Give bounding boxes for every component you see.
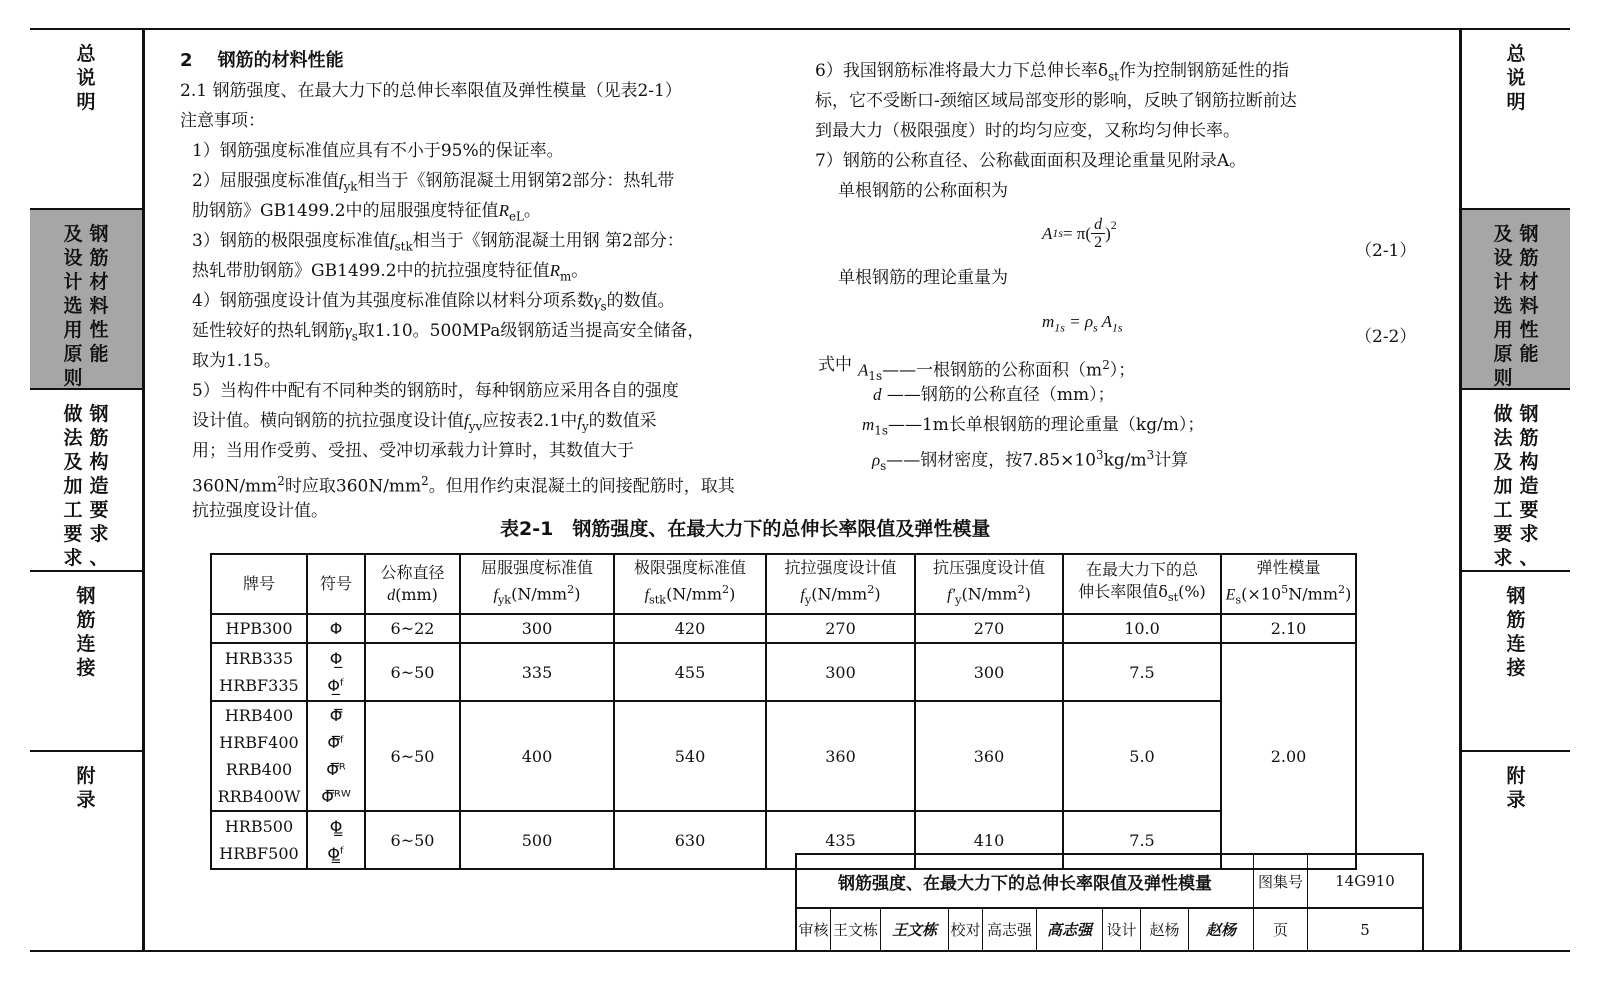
note-5-line-3: 用；当用作受剪、受扭、受冲切承载力计算时，其数值大于 [192,441,634,461]
left-tab-char: 材 [89,271,109,293]
table-blank-column [1356,554,1421,869]
left-tab-char: 要 [63,523,83,545]
right-tab-char: 选 [1493,295,1513,317]
cell-fyc: 270 [915,614,1063,643]
header-modulus: 弹性模量 $E_s(\times 10^5N/mm^2)$ [1221,554,1356,614]
right-tab-char: 明 [1506,91,1526,113]
left-tab-label [62,222,84,390]
right-tab-char: 接 [1506,657,1526,679]
cell-fyk: 500 [460,811,614,869]
left-tab-char: 钢 [89,223,109,245]
note-4-line-2: 延性较好的热轧钢筋$\gamma_s$取1.10。500MPa级钢筋适当提高安全储备， [192,321,705,344]
note-4-line-1: 4）钢筋强度设计值为其强度标准值除以材料分项系数$\gamma_s$的数值。 [192,291,675,314]
check-label: 校对 [949,909,983,950]
left-tab-char: 求 [89,523,109,545]
def-d: d ——钢筋的公称直径（mm）； [873,385,1115,405]
left-tab-char: 连 [76,633,96,655]
right-tab-label [1505,584,1527,680]
right-tab-label [1505,764,1527,812]
note-5-line-2: 设计值。横向钢筋的抗拉强度设计值$f_{yv}$应按表2.1中$f_y$的数值采 [192,411,657,434]
cell-elongation: 7.5 [1063,811,1221,869]
left-tab-char: 料 [89,295,109,317]
right-tab-char: 材 [1519,271,1539,293]
cell-fyc: 300 [915,643,1063,701]
right-tab-char: 要 [1519,499,1539,521]
left-tab-char: 构 [89,451,109,473]
note-2-line-1: 2）屈服强度标准值$f_{yk}$相当于《钢筋混凝土用钢第2部分：热轧带 [192,171,675,194]
left-tab-detailing-requirements[interactable] [30,390,142,572]
header-fy: 抗拉强度设计值 $f_y(N/mm^2)$ [766,554,915,614]
right-tab-char: 料 [1519,295,1539,317]
table-caption: 表2-1 钢筋强度、在最大力下的总伸长率限值及弹性模量 [500,518,991,540]
cell-symbol: Φ [307,614,365,643]
left-tab-char: 原 [63,343,83,365]
cell-brand: HRB335 HRBF335 [211,643,307,701]
left-tab-char: 附 [76,765,96,787]
where-label: 式中 [818,355,852,375]
check-name: 高志强 [983,909,1037,950]
right-tab-char: 能 [1519,343,1539,365]
cell-fstk: 455 [614,643,766,701]
cell-fstk: 420 [614,614,766,643]
right-tab-label [1518,402,1540,570]
cell-brand: HRB500 HRBF500 [211,811,307,869]
cell-modulus-merged: 2.00 [1221,643,1356,869]
note-5-line-1: 5）当构件中配有不同种类的钢筋时，每种钢筋应采用各自的强度 [192,381,679,401]
right-tab-char: 造 [1519,475,1539,497]
header-fyc: 抗压强度设计值 $f'_y(N/mm^2)$ [915,554,1063,614]
left-tab-char: 要 [89,499,109,521]
subsection-2-1: 2.1 钢筋强度、在最大力下的总伸长率限值及弹性模量（见表2-1） [180,81,682,101]
cell-brand: HPB300 [211,614,307,643]
left-tab-label [88,222,110,366]
right-tab-char: 设 [1493,247,1513,269]
cell-fyc: 410 [915,811,1063,869]
right-tab-char: 则 [1493,367,1513,389]
cell-elongation: 10.0 [1063,614,1221,643]
left-tab-char: 设 [63,247,83,269]
page-label: 页 [1254,909,1308,950]
equation-2-1: A 1s = π( d 2 ) $^2$ [1042,216,1117,251]
right-tab-char: 原 [1493,343,1513,365]
right-tab-char: 钢 [1519,223,1539,245]
right-tab-label [1492,222,1514,390]
left-tab-label [62,402,84,570]
equation-2-2: $m_{1s} = \rho_s$ $A_{1s}$ [1042,312,1123,335]
note-6-line-3: 到最大力（极限强度）时的均匀应变，又称均匀伸长率。 [815,121,1240,141]
note-3-line-2: 热轧带肋钢筋》GB1499.2中的抗拉强度特征值$R_m$。 [192,261,589,284]
strength-table [210,553,1421,870]
left-tab-splicing[interactable] [30,572,142,752]
section-number: 2 [180,50,193,71]
left-tab-char: 造 [89,475,109,497]
def-a1s: $A_{1s}——$一根钢筋的公称面积$(m^2)$； [858,358,1136,384]
left-tab-char: 总 [76,43,96,65]
cell-fy: 360 [766,701,915,811]
notes-label: 注意事项： [180,111,265,131]
right-tab-char: 求 [1493,547,1513,569]
cell-diameter: 6~50 [365,811,460,869]
review-label: 审核 [797,909,831,950]
left-tab-char: 接 [76,657,96,679]
review-name: 王文栋 [831,909,881,950]
left-tab-char: 钢 [89,403,109,425]
right-tab-char: 及 [1493,223,1513,245]
header-fyk: 屈服强度标准值 $f_{yk}(N/mm^2)$ [460,554,614,614]
cell-modulus: 2.10 [1221,614,1356,643]
left-tab-char: 钢 [76,585,96,607]
right-tab-char: 筋 [1519,427,1539,449]
cell-fyk: 300 [460,614,614,643]
title-block [795,853,1424,952]
table-row [211,643,1421,701]
left-tab-label [75,764,97,812]
right-tab-char: 连 [1506,633,1526,655]
left-tab-char: 性 [89,319,109,341]
left-tab-char: 选 [63,295,83,317]
left-tab-char: 则 [63,367,83,389]
cell-fyc: 360 [915,701,1063,811]
left-tab-label [75,584,97,680]
left-tab-char: 、 [89,547,109,569]
right-tab-char: 工 [1493,499,1513,521]
right-tab-char: 求 [1519,523,1539,545]
design-name: 赵杨 [1141,909,1189,950]
cell-fy: 435 [766,811,915,869]
note-6-line-2: 标，它不受断口-颈缩区域局部变形的影响，反映了钢筋拉断前达 [815,91,1297,111]
cell-fyk: 400 [460,701,614,811]
left-tab-label [75,42,97,114]
right-tab-char: 性 [1519,319,1539,341]
right-tab-appendix[interactable] [1462,752,1570,950]
left-tab-char: 筋 [76,609,96,631]
atlas-number: 14G910 [1335,872,1395,890]
cell-symbol: Φ̿ Φ̿ᶠ Φ̿ᴿ Φ̿ᴿᵂ [307,701,365,811]
atlas-label: 图集号 [1254,855,1308,907]
note-6-line-1: 6）我国钢筋标准将最大力下总伸长率$\delta_{st}$作为控制钢筋延性的指 [815,61,1289,84]
header-elongation: 在最大力下的总 伸长率限值$\delta_{st}(\%)$ [1063,554,1221,614]
cell-diameter: 6~22 [365,614,460,643]
right-tab-char: 加 [1493,475,1513,497]
header-brand: 牌号 [211,554,307,614]
left-tab-label [88,402,110,570]
right-tab-char: 法 [1493,427,1513,449]
cell-elongation-merged: 7.5 [1063,643,1221,701]
table-row [211,614,1421,643]
def-rho: $\rho_s——$钢材密度，按$7.85\times 10^3kg/m^3$计算 [872,448,1189,474]
review-signature: 王文栋 [881,909,949,950]
right-tab-char: 附 [1506,765,1526,787]
left-tab-char: 做 [63,403,83,425]
header-fstk: 极限强度标准值 $f_{stk}(N/mm^2)$ [614,554,766,614]
header-diameter: 公称直径 d(mm) [365,554,460,614]
left-tab-material-properties[interactable] [30,210,142,390]
note-2-line-2: 肋钢筋》GB1499.2中的屈服强度特征值$R_{eL}$。 [192,201,541,224]
left-tab-char: 明 [76,91,96,113]
page-number: 5 [1360,920,1370,939]
cell-fyk: 335 [460,643,614,701]
note-5-line-5: 抗拉强度设计值。 [192,501,328,521]
right-tab-char: 录 [1506,789,1526,811]
cell-fy: 270 [766,614,915,643]
weight-intro: 单根钢筋的理论重量为 [838,268,1008,288]
equation-2-1-number: （2-1） [1355,241,1417,261]
cell-diameter: 6~50 [365,701,460,811]
section-heading [180,48,344,74]
left-tab-char: 筋 [89,247,109,269]
cell-symbol: Φ̲ Φ̲ᶠ [307,643,365,701]
note-4-line-3: 取为1.15。 [192,351,281,371]
cell-elongation-rrb: 5.0 [1063,701,1221,811]
left-tab-char: 录 [76,789,96,811]
right-tab-char: 做 [1493,403,1513,425]
equation-2-2-number: （2-2） [1355,327,1417,347]
table-header-row [211,554,1421,614]
cell-fy: 300 [766,643,915,701]
left-tab-overview[interactable] [30,30,142,210]
header-symbol: 符号 [307,554,365,614]
left-tab-char: 工 [63,499,83,521]
right-tab-char: 计 [1493,271,1513,293]
right-tab-label [1518,222,1540,366]
cell-brand: HRB400 HRBF400 RRB400 RRB400W [211,701,307,811]
right-tab-char: 总 [1506,43,1526,65]
left-tab-char: 求 [63,547,83,569]
right-tab-char: 要 [1493,523,1513,545]
right-tab-material-properties[interactable] [1462,210,1570,390]
drawing-title: 钢筋强度、在最大力下的总伸长率限值及弹性模量 [797,855,1254,907]
area-intro: 单根钢筋的公称面积为 [838,181,1008,201]
section-title: 钢筋的材料性能 [217,50,344,71]
right-tab-char: 说 [1506,67,1526,89]
check-signature: 高志强 [1037,909,1103,950]
left-tab-char: 筋 [89,427,109,449]
left-tab-char: 计 [63,271,83,293]
note-3-line-1: 3）钢筋的极限强度标准值$f_{stk}$相当于《钢筋混凝土用钢 第2部分： [192,231,684,254]
right-tab-overview[interactable] [1462,30,1570,210]
cell-diameter: 6~50 [365,643,460,701]
right-tab-char: 、 [1519,547,1539,569]
note-7: 7）钢筋的公称直径、公称截面面积及理论重量见附录A。 [815,151,1247,171]
cell-symbol: Φ̳ Φ̳ᶠ [307,811,365,869]
right-tab-char: 钢 [1519,403,1539,425]
left-tab-char: 能 [89,343,109,365]
note-1: 1）钢筋强度标准值应具有不小于95%的保证率。 [192,141,564,161]
right-tab-char: 构 [1519,451,1539,473]
right-tab-detailing-requirements[interactable] [1462,390,1570,572]
design-signature: 赵杨 [1189,909,1254,950]
left-tab-char: 及 [63,223,83,245]
right-tab-char: 钢 [1506,585,1526,607]
def-m1s: $m_{1s}——1m$长单根钢筋的理论重量（kg/m）； [862,415,1205,438]
right-tab-label [1492,402,1514,570]
right-tab-label [1505,42,1527,114]
right-tab-char: 筋 [1519,247,1539,269]
left-tab-appendix[interactable] [30,752,142,950]
left-tab-char: 及 [63,451,83,473]
right-tab-char: 用 [1493,319,1513,341]
right-tab-char: 筋 [1506,609,1526,631]
left-tab-char: 加 [63,475,83,497]
right-tab-char: 及 [1493,451,1513,473]
left-tab-char: 法 [63,427,83,449]
left-tab-char: 说 [76,67,96,89]
cell-fstk: 630 [614,811,766,869]
design-label: 设计 [1103,909,1141,950]
cell-fstk: 540 [614,701,766,811]
right-tab-splicing[interactable] [1462,572,1570,752]
note-5-line-4: $360N/mm^2$时应取$360N/mm^2$。但用作约束混凝土的间接配筋时，取其 [192,474,735,497]
left-tab-char: 用 [63,319,83,341]
